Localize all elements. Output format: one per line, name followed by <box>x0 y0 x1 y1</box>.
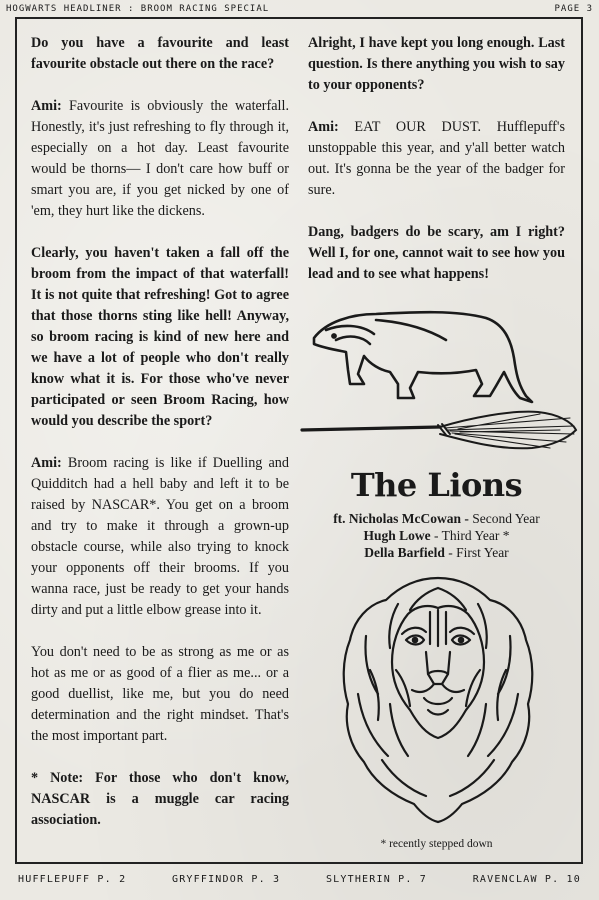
lion-icon <box>338 574 538 824</box>
publication-title: HOGWARTS HEADLINER : BROOM RACING SPECIAL <box>6 4 270 14</box>
page-footer <box>18 870 581 888</box>
answer-2: Ami: Broom racing is like if Duelling and Quidditch had a hell baby and left it to be raised by NASCAR*. You get on a broom and try to make it through a grown-up obstacle course, while also trying to knock your opponents off their brooms. If you wanna race, just be ready to get your hands dirty and put a little elbow grease into it. <box>31 455 289 618</box>
footer-link-ravenclaw[interactable]: RAVENCLAW P. 10 <box>472 873 581 885</box>
section-title: The Lions <box>350 466 523 504</box>
footer-link-hufflepuff[interactable]: HUFFLEPUFF P. 2 <box>18 873 127 885</box>
nascar-note: * Note: For those who don't know, NASCAR is a muggle car racing association. <box>31 770 289 828</box>
left-column <box>31 33 289 852</box>
footer-link-gryffindor[interactable]: GRYFFINDOR P. 3 <box>171 873 281 885</box>
question-1: Do you have a favourite and least favourite obstacle out there on the race? <box>31 35 289 72</box>
answer-2-continued: You don't need to be as strong as me or as hot as me or as good of a flier as me... or a good duellist, like me, but you do need determination and the right mindset. That's the most important part. <box>31 644 289 744</box>
footnote: * recently stepped down <box>380 838 493 850</box>
member-2: Hugh Lowe - Third Year * <box>363 528 510 543</box>
member-1: ft. Nicholas McCowan - Second Year <box>333 511 540 526</box>
page-number: PAGE 3 <box>554 4 593 14</box>
footer-link-slytherin[interactable]: SLYTHERIN P. 7 <box>325 873 428 885</box>
question-2: Clearly, you haven't taken a fall off the broom from the impact of that waterfall! It is not quite that refreshing! Got to agree that those thorns sting like hell! Anyway, so broom racing is kind of new here and we have a lot of people who don't really know what it is. For those who've never participated or seen Broom Racing, how would you describe the sport? <box>31 245 289 429</box>
answer-3: Ami: EAT OUR DUST. Hufflepuff's unstoppable this year, and y'all better watch out. It's gonna be the year of the badger for sure. <box>308 119 565 198</box>
team-members <box>301 510 572 561</box>
member-3: Della Barfield - First Year <box>364 545 509 560</box>
page-header <box>6 2 593 16</box>
broom-icon <box>300 404 580 454</box>
answer-1: Ami: Favourite is obviously the waterfall. Honestly, it's just refreshing to fly through it, especially on a hot day. Least favourite would be thorns— I don't care how buff or smart you are, if you get nicked by one of 'em, they hurt like the dickens. <box>31 98 289 219</box>
closing-remark: Dang, badgers do be scary, am I right? Well I, for one, cannot wait to see how you lead and to see what happens! <box>308 224 565 282</box>
badger-icon <box>306 300 536 410</box>
right-column <box>308 33 565 306</box>
question-3: Alright, I have kept you long enough. Last question. Is there anything you wish to say to your opponents? <box>308 35 565 93</box>
